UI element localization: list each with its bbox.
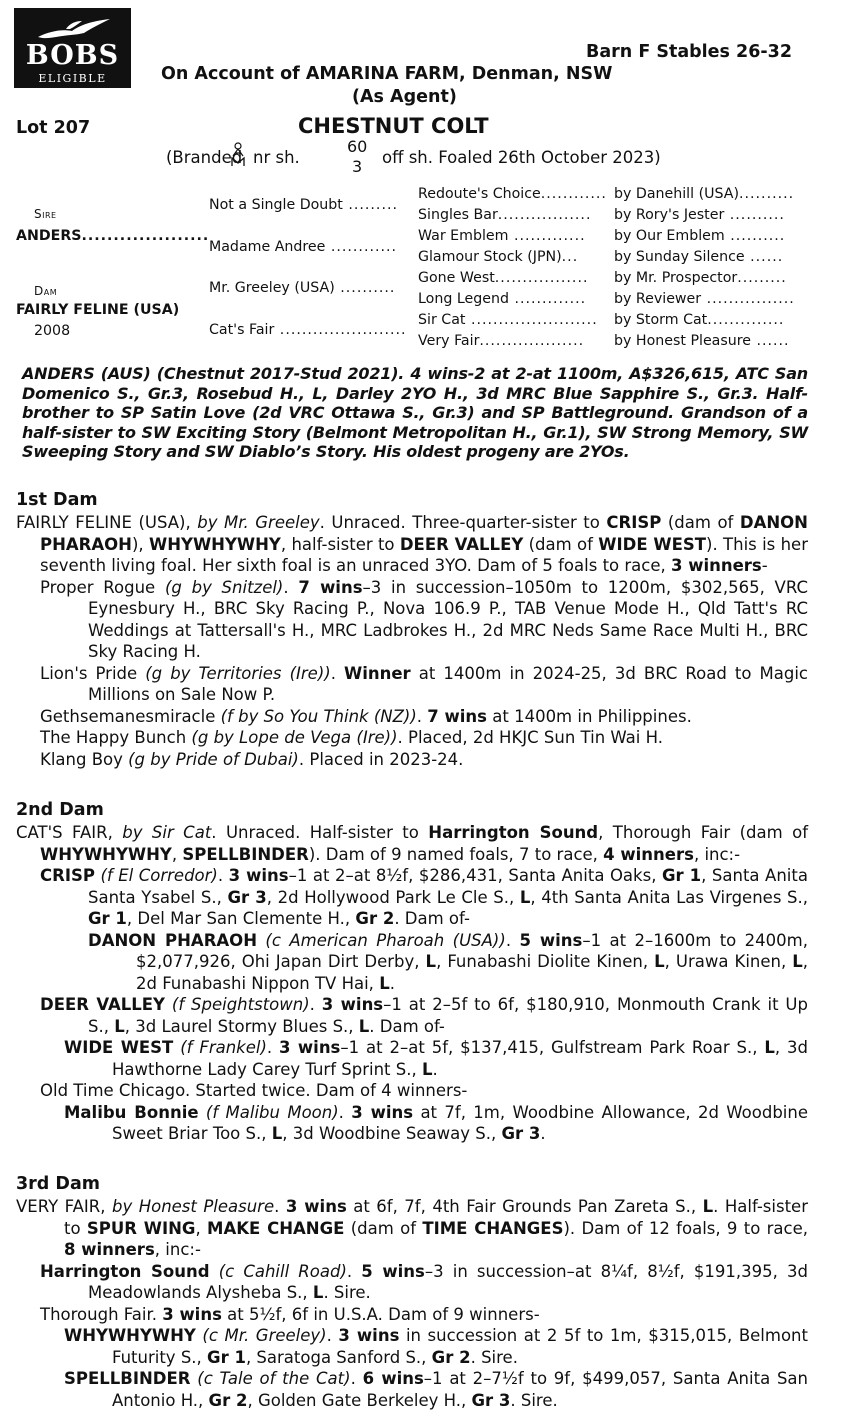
pedigree-gen3-sire: by Sunday Silence ...... [614, 249, 784, 265]
lot-number: Lot 207 [16, 118, 91, 138]
horse-logo-icon [36, 17, 112, 41]
pedigree-gen3: War Emblem ............. [418, 228, 586, 244]
pedigree-gen3: Very Fair................... [418, 333, 585, 349]
pedigree-gen3: Sir Cat ....................... [418, 312, 598, 328]
vendor-note: (As Agent) [352, 87, 457, 107]
progeny-entry: WIDE WEST (f Frankel). 3 wins–1 at 2–at 5f, $137,415, Gulfstream Park Roar S., L, 3d Hawthorne Lady Carey Turf Sprint S., L. [64, 1038, 808, 1079]
pedigree-gen3: Singles Bar................. [418, 207, 592, 223]
pedigree-gen2: Mr. Greeley (USA) .......... [209, 280, 396, 296]
progeny-entry: Klang Boy (g by Pride of Dubai). Placed in 2023-24. [40, 749, 464, 769]
progeny-entry: Harrington Sound (c Cahill Road). 5 wins–3 in succession–at 8¼f, 8½f, $191,395, 3d Meadowlands Alysheba S., L. Sire. [40, 1261, 808, 1302]
pedigree-gen3-sire: by Honest Pleasure ...... [614, 333, 790, 349]
sire-label: Sire [34, 207, 57, 221]
progeny-entry: DEER VALLEY (f Speightstown). 3 wins–1 at 2–5f to 6f, $180,910, Monmouth Crank it Up S., L, 3d Laurel Stormy Blues S., L. Dam of- [40, 995, 808, 1036]
horse-description: CHESTNUT COLT [298, 114, 489, 138]
pedigree-gen3-sire: by Danehill (USA).......... [614, 186, 795, 202]
logo-text: BOBS [25, 40, 120, 71]
progeny-entry: Proper Rogue (g by Snitzel). 7 wins–3 in succession–1050m to 1200m, $302,565, VRC Eynesbury H., BRC Sky Racing P., Nova 106.9 P., TAB Venue Mode H., Qld Tatt's RC Weddings at Tattersall's H., MRC Ladbrokes H., 2d MRC Neds Same Race Multi H., BRC Sky Racing H. [40, 577, 808, 661]
dam-label: Dam [34, 284, 58, 298]
barn-stables: Barn F Stables 26-32 [586, 42, 793, 62]
dam-foaled-year: 2008 [34, 323, 71, 339]
progeny-entry: Thorough Fair. 3 wins at 5½f, 6f in U.S.A. Dam of 9 winners- [40, 1304, 540, 1324]
brand-mid: nr sh. [253, 148, 300, 167]
pedigree-gen3-sire: by Rory's Jester .......... [614, 207, 785, 223]
third-dam-description: VERY FAIR, by Honest Pleasure. 3 wins at 6f, 7f, 4th Fair Grounds Pan Zareta S., L. Half-sister to SPUR WING, MAKE CHANGE (dam of TIME CHANGES). Dam of 12 foals, 9 to race, 8 winners, inc:- [16, 1197, 808, 1259]
brand-number-top: 60 [347, 137, 368, 156]
sire-summary: ANDERS (AUS) (Chestnut 2017-Stud 2021). 4 wins-2 at 2-at 1100m, A$326,615, ATC San Domenico S., Gr.3, Rosebud H., L, Darley 2YO H., 3d MRC Blue Sapphire S., Gr.3. Half-brother to SP Satin Love (2d VRC Ottawa S., Gr.3) and SP Battleground. Grandson of a half-sister to SW Exciting Story (Belmont Metropolitan H., Gr.1), SW Strong Memory, SW Sweeping Story and SW Diablo’s Story. His oldest progeny are 2YOs. [22, 364, 808, 461]
pedigree-gen3: Redoute's Choice............ [418, 186, 607, 202]
pedigree-gen3-sire: by Reviewer ................ [614, 291, 795, 307]
bobs-eligible-logo [14, 8, 131, 88]
progeny-entry: Malibu Bonnie (f Malibu Moon). 3 wins at 7f, 1m, Woodbine Allowance, 2d Woodbine Sweet Briar Too S., L, 3d Woodbine Seaway S., Gr 3. [64, 1102, 808, 1143]
progeny-entry: Gethsemanesmiracle (f by So You Think (NZ)). 7 wins at 1400m in Philippines. [40, 706, 692, 726]
dam-name: FAIRLY FELINE (USA) [16, 302, 180, 318]
section-heading: 3rd Dam [16, 1174, 100, 1194]
progeny-entry: DANON PHARAOH (c American Pharoah (USA)). 5 wins–1 at 2–1600m to 2400m, $2,077,926, Ohi Japan Dirt Derby, L, Funabashi Diolite Kinen, L, Urawa Kinen, L, 2d Funabashi Nippon TV Hai, L. [88, 930, 809, 993]
brand-pre: (Branded [166, 148, 243, 167]
section-heading: 1st Dam [16, 490, 98, 510]
brand-mark-icon [230, 142, 246, 168]
pedigree-gen3-sire: by Storm Cat.............. [614, 312, 785, 328]
pedigree-gen2: Cat's Fair ....................... [209, 322, 407, 338]
pedigree-gen2: Not a Single Doubt ......... [209, 197, 398, 213]
section-heading: 2nd Dam [16, 800, 104, 820]
progeny-entry: Old Time Chicago. Started twice. Dam of 4 winners- [40, 1081, 468, 1100]
progeny-entry: CRISP (f El Corredor). 3 wins–1 at 2–at 8½f, $286,431, Santa Anita Oaks, Gr 1, Santa Anita Santa Ysabel S., Gr 3, 2d Hollywood Park Le Cle S., L, 4th Santa Anita Las Virgenes S., Gr 1, Del Mar San Clemente H., Gr 2. Dam of- [40, 866, 809, 928]
vendor: On Account of AMARINA FARM, Denman, NSW [161, 64, 613, 84]
first-dam-section [16, 488, 808, 770]
third-dam-section [16, 1172, 808, 1411]
pedigree-gen3: Long Legend ............. [418, 291, 587, 307]
progeny-entry: The Happy Bunch (g by Lope de Vega (Ire)). Placed, 2d HKJC Sun Tin Wai H. [40, 728, 663, 747]
logo-subtext: ELIGIBLE [38, 72, 107, 85]
pedigree-gen3-sire: by Our Emblem .......... [614, 228, 786, 244]
pedigree-gen3: Gone West................. [418, 270, 589, 286]
sire-name: ANDERS.................... [16, 228, 210, 244]
pedigree-gen3-sire: by Mr. Prospector......... [614, 270, 787, 286]
pedigree-gen2: Madame Andree ............ [209, 239, 398, 255]
second-dam-section [16, 798, 808, 1145]
progeny-entry: WHYWHYWHY (c Mr. Greeley). 3 wins in succession at 2 5f to 1m, $315,015, Belmont Futurity S., Gr 1, Saratoga Sanford S., Gr 2. Sire. [64, 1326, 808, 1367]
second-dam-description: CAT'S FAIR, by Sir Cat. Unraced. Half-sister to Harrington Sound, Thorough Fair (dam of WHYWHYWHY, SPELLBINDER). Dam of 9 named foals, 7 to race, 4 winners, inc:- [16, 823, 809, 864]
pedigree-gen3: Glamour Stock (JPN)... [418, 249, 579, 265]
brand-post: off sh. Foaled 26th October 2023) [382, 148, 661, 167]
first-dam-description: FAIRLY FELINE (USA), by Mr. Greeley. Unraced. Three-quarter-sister to CRISP (dam of DANON PHARAOH), WHYWHYWHY, half-sister to DEER VALLEY (dam of WIDE WEST). This is her seventh living foal. Her sixth foal is an unraced 3YO. Dam of 5 foals to race, 3 winners- [16, 513, 808, 575]
progeny-entry: SPELLBINDER (c Tale of the Cat). 6 wins–1 at 2–7½f to 9f, $499,057, Santa Anita San Antonio H., Gr 2, Golden Gate Berkeley H., Gr 3. Sire. [64, 1369, 808, 1410]
brand-number-bottom: 3 [352, 157, 363, 176]
progeny-entry: Lion's Pride (g by Territories (Ire)). Winner at 1400m in 2024-25, 3d BRC Road to Magic Millions on Sale Now P. [40, 663, 808, 704]
